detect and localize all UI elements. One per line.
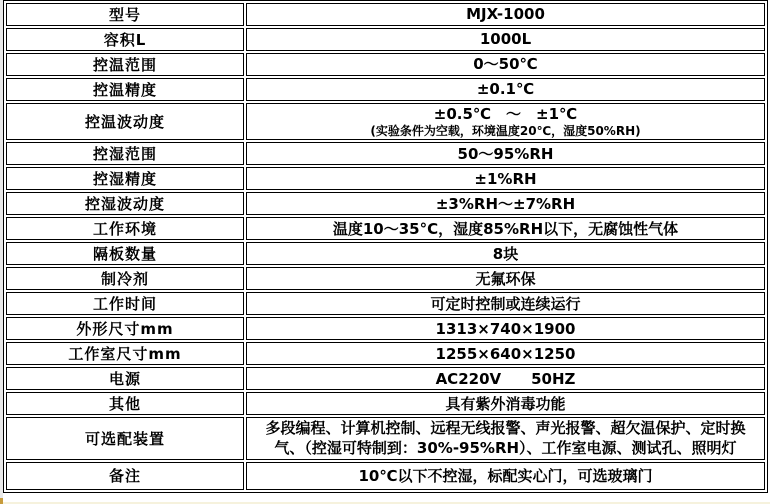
table-row [6,103,765,140]
spec-value: MJX-1000 [246,3,765,26]
table-row [6,217,765,240]
spec-table [3,0,768,493]
spec-label: 控湿精度 [6,167,244,190]
spec-value: ±3%RH～±7%RH [246,192,765,215]
spec-value: 1255×640×1250 [246,342,765,365]
table-row [6,462,765,490]
table-row [6,53,765,76]
spec-value-main: ±0.5℃ ～ ±1℃ [433,105,578,123]
spec-label: 隔板数量 [6,242,244,265]
table-row [6,3,765,26]
table-row [6,142,765,165]
table-row [6,342,765,365]
spec-label: 型号 [6,3,244,26]
bottom-left-accent [0,498,3,504]
spec-label: 控温精度 [6,78,244,101]
table-row [6,392,765,415]
spec-table-body [6,3,765,490]
spec-value: 无氟环保 [246,267,765,290]
spec-value: ±1%RH [246,167,765,190]
spec-label: 控温波动度 [6,103,244,140]
spec-label: 控湿波动度 [6,192,244,215]
table-row [6,242,765,265]
table-row [6,417,765,460]
spec-value: 可定时控制或连续运行 [246,292,765,315]
table-row [6,192,765,215]
spec-value [246,103,765,140]
spec-label: 外形尺寸mm [6,317,244,340]
spec-label: 工作室尺寸mm [6,342,244,365]
spec-label: 工作环境 [6,217,244,240]
table-row [6,367,765,390]
spec-label: 可选配装置 [6,417,244,460]
spec-label: 容积L [6,28,244,51]
table-row [6,78,765,101]
spec-label: 电源 [6,367,244,390]
spec-value: 50～95%RH [246,142,765,165]
spec-value: 1000L [246,28,765,51]
table-row [6,292,765,315]
spec-label: 工作时间 [6,292,244,315]
spec-value: AC220V 50HZ [246,367,765,390]
spec-label: 备注 [6,462,244,490]
spec-value-note: (实验条件为空载，环境温度20℃，湿度50%RH) [370,123,641,138]
spec-value: 1313×740×1900 [246,317,765,340]
table-row [6,167,765,190]
spec-label: 控温范围 [6,53,244,76]
spec-value: 温度10～35°C，湿度85%RH以下，无腐蚀性气体 [246,217,765,240]
spec-value: 多段编程、计算机控制、远程无线报警、声光报警、超欠温保护、定时换气、（控湿可特制到：30%-95%RH）、工作室电源、测试孔、照明灯 [246,417,765,460]
spec-value: 0～50℃ [246,53,765,76]
spec-value: 具有紫外消毒功能 [246,392,765,415]
spec-value: 8块 [246,242,765,265]
spec-value: ±0.1℃ [246,78,765,101]
spec-label: 制冷剂 [6,267,244,290]
spec-label: 其他 [6,392,244,415]
spec-label: 控湿范围 [6,142,244,165]
spec-value: 10℃以下不控湿，标配实心门，可选玻璃门 [246,462,765,490]
table-row [6,28,765,51]
table-row [6,267,765,290]
table-row [6,317,765,340]
